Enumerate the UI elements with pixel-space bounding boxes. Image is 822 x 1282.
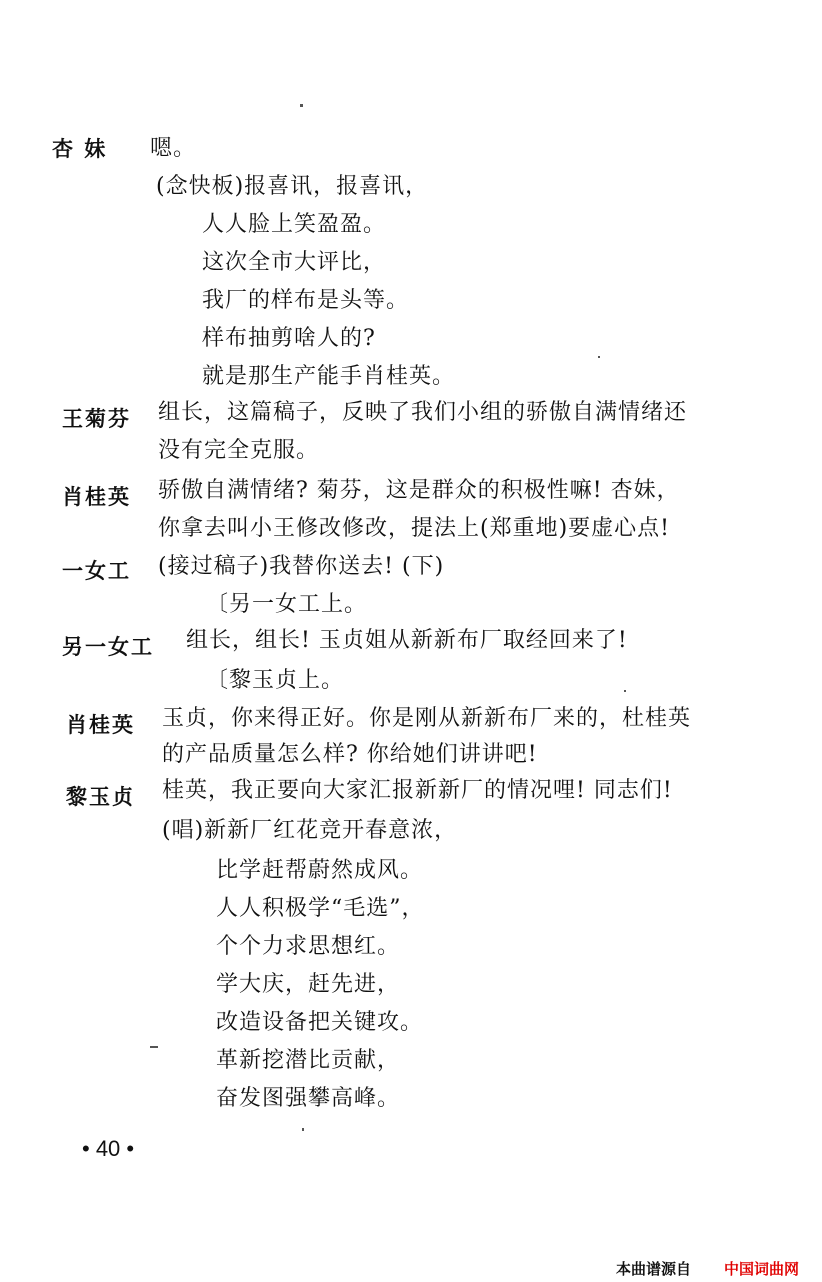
verse-line: 样布抽剪啥人的? <box>202 326 376 351</box>
verse-line: 我厂的样布是头等。 <box>202 288 410 313</box>
verse-line: 个个力求思想红。 <box>216 934 401 959</box>
scan-speck <box>302 1128 304 1131</box>
dialogue-line: 组长，这篇稿子，反映了我们小组的骄傲自满情绪还 <box>158 400 688 425</box>
dialogue-line: 桂英，我正要向大家汇报新新厂的情况哩! 同志们! <box>162 778 673 803</box>
verse-line: 人人积极学“毛选”， <box>216 896 425 921</box>
speaker-name: 王菊芬 <box>62 407 131 431</box>
dialogue-line: 嗯。 <box>150 136 197 161</box>
speaker-name: 肖桂英 <box>66 713 135 737</box>
verse-line: 改造设备把关键攻。 <box>216 1010 424 1035</box>
verse-line: 学大庆，赶先进， <box>216 972 401 997</box>
verse-line: 比学赶帮蔚然成风。 <box>216 858 424 883</box>
dialogue-line: (接过稿子)我替你送去! (下) <box>158 554 445 579</box>
watermark-source-label: 本曲谱源自 <box>616 1260 692 1278</box>
stage-direction: 〔黎玉贞上。 <box>206 668 345 693</box>
scan-speck <box>598 356 600 358</box>
speaker-name: 肖桂英 <box>62 485 131 509</box>
verse-line: (唱)新新厂红花竞开春意浓， <box>162 818 458 843</box>
speaker-name: 黎玉贞 <box>66 785 135 809</box>
verse-line: 人人脸上笑盈盈。 <box>202 212 387 237</box>
dialogue-line: 组长，组长! 玉贞姐从新新布厂取经回来了! <box>186 628 628 653</box>
speaker-name: 另一女工 <box>62 635 154 659</box>
dialogue-line: 没有完全克服。 <box>158 438 320 463</box>
dialogue-line: 你拿去叫小王修改修改，提法上(郑重地)要虚心点! <box>158 516 671 541</box>
scan-speck <box>624 690 626 692</box>
watermark-site-name[interactable]: 中国词曲网 <box>724 1260 800 1278</box>
scan-speck <box>300 104 303 107</box>
verse-line: (念快板)报喜讯，报喜讯， <box>156 174 429 199</box>
verse-line: 革新挖潜比贡献， <box>216 1048 401 1073</box>
verse-line: 这次全市大评比， <box>202 250 387 275</box>
scan-speck <box>150 1046 158 1048</box>
dialogue-line: 骄傲自满情绪? 菊芬，这是群众的积极性嘛! 杏妹， <box>158 478 680 503</box>
dialogue-line: 的产品质量怎么样? 你给她们讲讲吧! <box>162 742 538 767</box>
verse-line: 奋发图强攀高峰。 <box>216 1086 401 1111</box>
dialogue-line: 玉贞，你来得正好。你是刚从新新布厂来的，杜桂英 <box>162 706 692 731</box>
page-number: • 40 • <box>82 1136 135 1161</box>
speaker-name: 杏 妹 <box>52 137 108 161</box>
stage-direction: 〔另一女工上。 <box>206 592 368 617</box>
speaker-name: 一女工 <box>62 559 131 583</box>
verse-line: 就是那生产能手肖桂英。 <box>202 364 456 389</box>
